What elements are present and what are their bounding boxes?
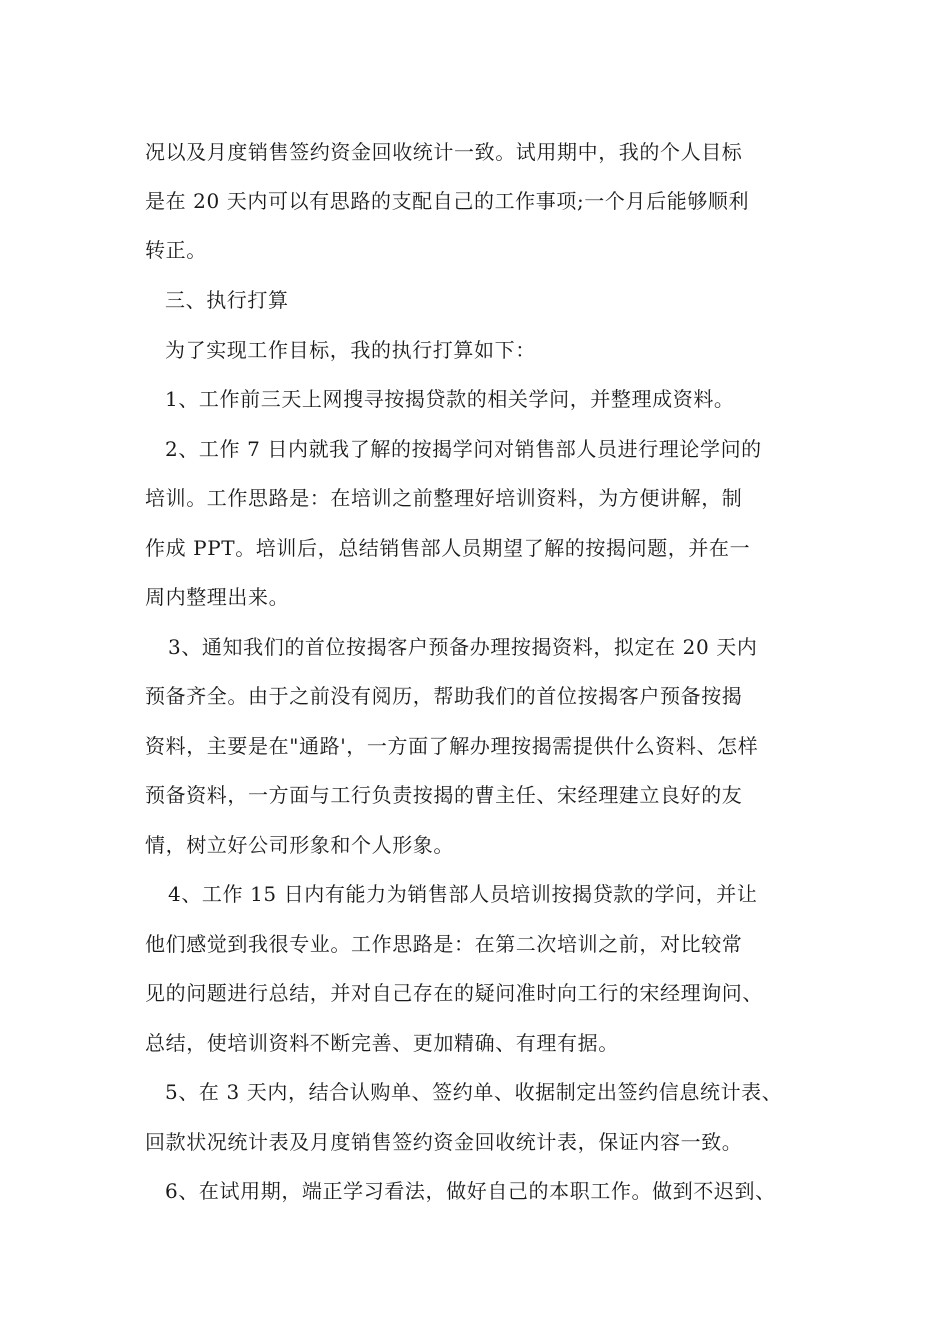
text-line: 情，树立好公司形象和个人形象。: [145, 833, 454, 857]
section-heading: 三、执行打算: [165, 288, 289, 312]
list-item-2: 2、工作 7 日内就我了解的按揭学问对销售部人员进行理论学问的: [165, 437, 762, 461]
text-line: 作成 PPT。培训后，总结销售部人员期望了解的按揭问题，并在一: [145, 536, 751, 560]
list-item-5: 5、在 3 天内，结合认购单、签约单、收据制定出签约信息统计表、: [165, 1080, 783, 1104]
text-line: 周内整理出来。: [145, 585, 290, 609]
list-item-3: 3、通知我们的首位按揭客户预备办理按揭资料，拟定在 20 天内: [168, 635, 758, 659]
text-line: 预备资料，一方面与工行负责按揭的曹主任、宋经理建立良好的友: [145, 783, 743, 807]
text-line: 资料，主要是在"通路'，一方面了解办理按揭需提供什么资料、怎样: [145, 734, 759, 758]
text-line: 况以及月度销售签约资金回收统计一致。试用期中，我的个人目标: [145, 140, 743, 164]
text-line: 回款状况统计表及月度销售签约资金回收统计表，保证内容一致。: [145, 1130, 743, 1154]
list-item-4: 4、工作 15 日内有能力为销售部人员培训按揭贷款的学问，并让: [168, 882, 758, 906]
text-line: 是在 20 天内可以有思路的支配自己的工作事项;一个月后能够顺利: [145, 189, 750, 213]
text-line: 见的问题进行总结，并对自己存在的疑问准时向工行的宋经理询问、: [145, 981, 763, 1005]
text-line: 预备齐全。由于之前没有阅历，帮助我们的首位按揭客户预备按揭: [145, 684, 743, 708]
list-item-1: 1、工作前三天上网搜寻按揭贷款的相关学问，并整理成资料。: [165, 387, 735, 411]
list-item-6: 6、在试用期，端正学习看法，做好自己的本职工作。做到不迟到、: [165, 1179, 776, 1203]
text-line: 总结，使培训资料不断完善、更加精确、有理有据。: [145, 1031, 619, 1055]
text-line: 为了实现工作目标，我的执行打算如下：: [165, 338, 536, 362]
text-line: 培训。工作思路是：在培训之前整理好培训资料，为方便讲解，制: [145, 486, 743, 510]
text-line: 他们感觉到我很专业。工作思路是：在第二次培训之前，对比较常: [145, 932, 743, 956]
text-line: 转正。: [145, 238, 207, 262]
